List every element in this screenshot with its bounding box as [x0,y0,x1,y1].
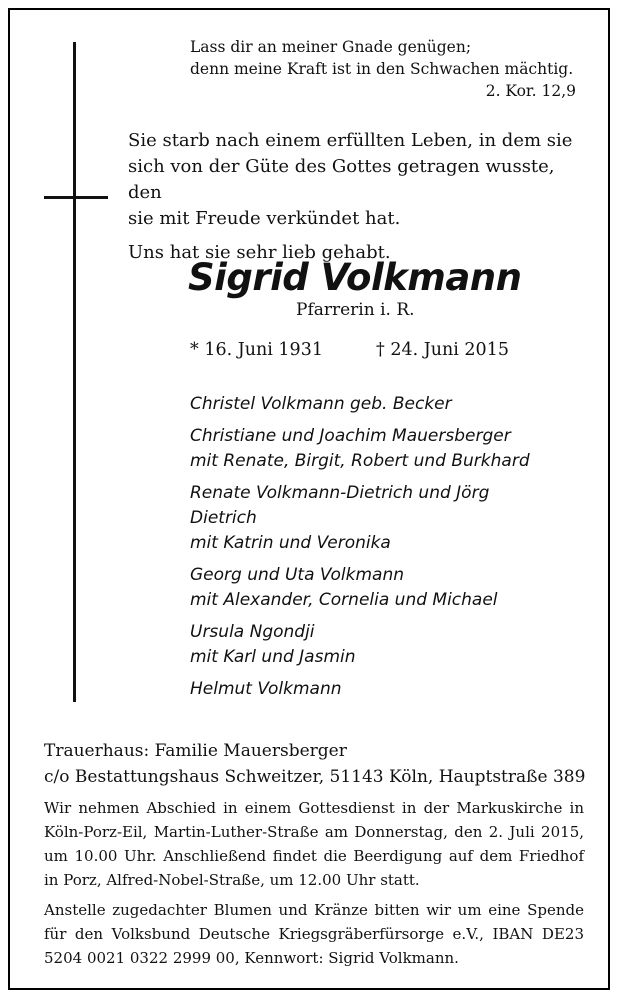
mourner-line: mit Katrin und Veronika [190,533,391,553]
intro-line: Sie starb nach einem erfüllten Leben, in dem sie [128,130,573,151]
mourner-group [190,481,590,556]
donation-text: Anstelle zugedachter Blumen und Kränze bitten wir um eine Spende für den Volksbund Deutsche Kriegsgräberfürsorge e.V., IBAN DE23 5204 0021 0322 2999 00, Kennwort: Sigrid Volkmann. [44,901,584,967]
mourner-line: Helmut Volkmann [190,679,342,699]
death-date: † 24. Juni 2015 [376,340,509,360]
bible-verse [190,36,580,102]
verse-line: denn meine Kraft ist in den Schwachen mächtig. [190,60,574,78]
verse-line: Lass dir an meiner Gnade genügen; [190,38,472,56]
mourner-line: Renate Volkmann-Dietrich und Jörg [190,483,490,503]
mourner-line: mit Alexander, Cornelia und Michael [190,590,498,610]
verse-reference: 2. Kor. 12,9 [485,82,576,100]
intro-line: sich von der Güte des Gottes getragen wusste, den [128,156,555,203]
mourner-group [190,424,590,474]
mourner-line: Christiane und Joachim Mauersberger [190,426,511,446]
intro-line: sie mit Freude verkündet hat. [128,208,401,229]
mourning-house [44,738,589,790]
birth-date: * 16. Juni 1931 [190,340,323,360]
mourner-group [190,677,590,702]
mourners-list [190,392,590,709]
deceased-name: Sigrid Volkmann [188,256,522,299]
mourning-house-address: c/o Bestattungshaus Schweitzer, 51143 Köln, Hauptstraße 389 [44,767,586,787]
mourner-group [190,620,590,670]
intro-closing: Uns hat sie sehr lieb gehabt. [128,242,391,263]
intro-text [128,128,583,266]
mourner-group [190,392,590,417]
cross-horizontal-bar [44,196,108,199]
mourning-house-line: Trauerhaus: Familie Mauersberger [44,741,347,761]
deceased-title: Pfarrerin i. R. [296,300,415,320]
cross-vertical-bar [73,42,76,702]
donation-notice [44,898,584,970]
mourner-line: mit Renate, Birgit, Robert und Burkhard [190,451,530,471]
service-text: Wir nehmen Abschied in einem Gottesdienst in der Markuskirche in Köln-Porz-Eil, Martin-Luther-Straße am Donnerstag, den 2. Juli 2015, um 10.00 Uhr. Anschließend findet die Beerdigung auf dem Friedhof in Porz, Alfred-Nobel-Straße, um 12.00 Uhr statt. [44,799,584,889]
mourner-line: Dietrich [190,508,257,528]
mourner-line: Christel Volkmann geb. Becker [190,394,452,414]
mourner-line: Ursula Ngondji [190,622,315,642]
intro-paragraph [128,128,583,232]
mourner-line: Georg und Uta Volkmann [190,565,405,585]
mourner-line: mit Karl und Jasmin [190,647,356,667]
service-notice [44,796,584,892]
mourner-group [190,563,590,613]
